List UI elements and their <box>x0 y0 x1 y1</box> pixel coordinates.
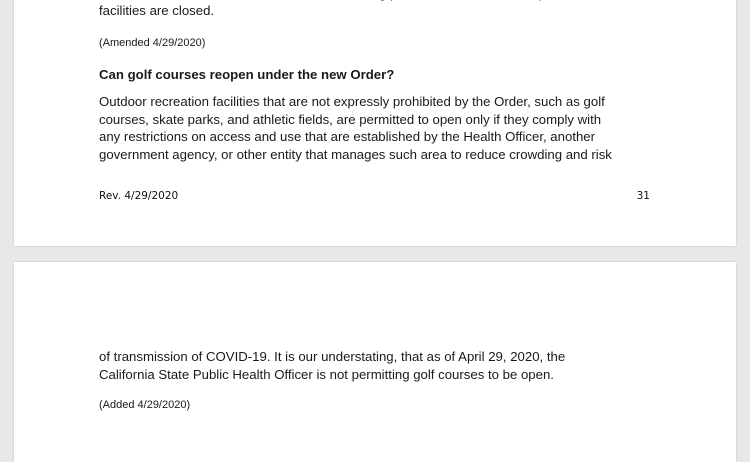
body-line-facilities-closed: facilities are closed. <box>99 3 215 18</box>
added-note: (Added 4/29/2020) <box>99 399 191 411</box>
answer-line-2: courses, skate parks, and athletic fields, are permitted to open only if they comply with <box>99 111 602 127</box>
document-page-1 <box>14 0 736 246</box>
answer-line-4: government agency, or other entity that manages such area to reduce crowding and risk <box>99 146 612 162</box>
answer-line-3: any restrictions on access and use that are established by the Health Officer, another <box>99 129 596 144</box>
document-page-2 <box>14 262 736 462</box>
footer-page-number: 31 <box>636 190 650 202</box>
amended-note: (Amended 4/29/2020) <box>99 37 206 49</box>
footer-revision: Rev. 4/29/2020 <box>99 190 179 202</box>
answer-line-1: Outdoor recreation facilities that are not expressly prohibited by the Order, such as golf <box>99 94 605 109</box>
continuation-line-2: California State Public Health Officer is not permitting golf courses to be open. <box>99 366 554 382</box>
partial-body-line <box>99 0 568 1</box>
question-heading: Can golf courses reopen under the new Order? <box>99 67 395 82</box>
continuation-line-1: of transmission of COVID-19. It is our understating, that as of April 29, 2020, the <box>99 349 566 364</box>
